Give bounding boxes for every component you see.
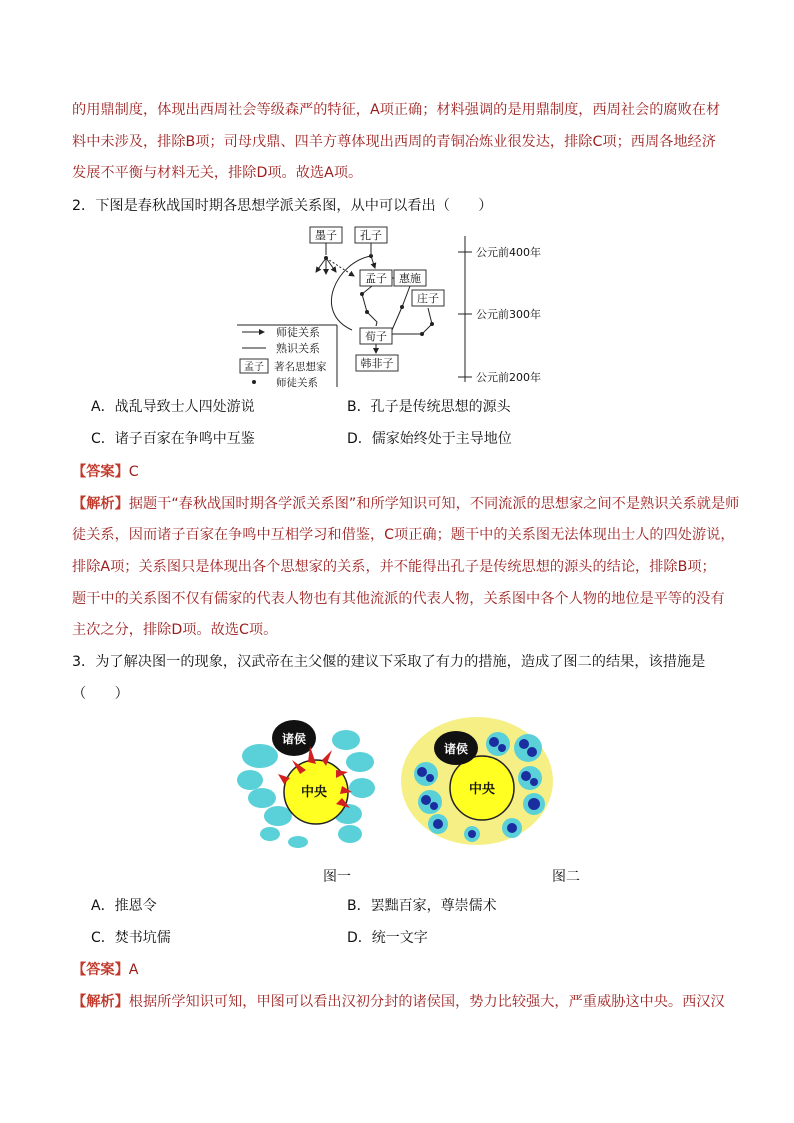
q2-analysis-line-1: 【解析】据题干“春秋战国时期各学派关系图”和所学知识可知，不同流派的思想家之间不是熟识关系就是师 <box>72 496 740 512</box>
figure-2-caption: 图二 <box>552 869 580 885</box>
timeline-200bc: 公元前200年 <box>476 371 541 384</box>
legend-acquaint-label: 熟识关系 <box>276 342 320 355</box>
mozi-label: 墨子 <box>315 229 337 242</box>
q3-stem-line-1: 3．为了解决图一的现象，汉武帝在主父偃的建议下采取了有力的措施，造成了图二的结果，该措施是 <box>72 654 706 670</box>
figure-2-diagram <box>400 716 555 846</box>
q2-answer-tag: 【答案】 <box>72 464 129 480</box>
timeline-400bc: 公元前400年 <box>476 246 541 259</box>
q3-answer-value: A <box>128 962 139 978</box>
q2-option-c: C．诸子百家在争鸣中互鉴 <box>91 431 255 447</box>
q2-stem: 2．下图是春秋战国时期各思想学派关系图，从中可以看出（ ） <box>72 198 493 214</box>
q2-option-a: A．战乱导致士人四处游说 <box>91 399 255 415</box>
q2-answer-value: C <box>128 464 139 480</box>
xunzi-label: 荀子 <box>365 330 387 343</box>
legend-famous-box-text: 孟子 <box>244 362 264 373</box>
figure-1-diagram <box>236 716 376 850</box>
zhuangzi-label: 庄子 <box>417 292 439 305</box>
q2-analysis-line-2: 徒关系，因而诸子百家在争鸣中互相学习和借鉴，C项正确；题干中的关系图无法体现出士人的四处游说， <box>72 527 735 543</box>
prev-analysis-line-3: 发展不平衡与材料无关，排除D项。故选A项。 <box>72 165 363 181</box>
q2-analysis-line-3: 排除A项；关系图只是体现出各个思想家的关系，并不能得出孔子是传统思想的源头的结论，排除B项； <box>72 559 716 575</box>
q2-option-d: D．儒家始终处于主导地位 <box>347 431 512 447</box>
q3-stem-line-2: （ ） <box>72 686 129 702</box>
q2-answer <box>72 462 139 482</box>
q3-answer <box>72 960 138 980</box>
timeline-300bc: 公元前300年 <box>476 308 541 321</box>
q3-analysis-tag: 【解析】 <box>72 994 129 1010</box>
q3-option-b: B．罢黜百家，尊崇儒术 <box>347 898 497 914</box>
q3-answer-tag: 【答案】 <box>72 962 129 978</box>
prev-analysis-line-1: 的用鼎制度，体现出西周社会等级森严的特征，A项正确；材料强调的是用鼎制度，西周社会的腐败在材 <box>72 102 721 118</box>
q3-analysis-line-1: 【解析】根据所学知识可知，甲图可以看出汉初分封的诸侯国，势力比较强大，严重威胁这中央。西汉汉 <box>72 994 725 1010</box>
fig1-zhuhou-label: 诸侯 <box>281 732 307 746</box>
q3-option-c: C．焚书坑儒 <box>91 930 171 946</box>
fig1-center-label: 中央 <box>300 785 328 800</box>
legend-dot-label: 师徒关系 <box>276 377 318 389</box>
q2-analysis-line-4: 题干中的关系图不仅有儒家的代表人物也有其他流派的代表人物，关系图中各个人物的地位是平等的没有 <box>72 591 725 607</box>
q2-analysis-line-5: 主次之分，排除D项。故选C项。 <box>72 622 278 638</box>
q3-option-a: A．推恩令 <box>91 898 157 914</box>
figure-1-caption: 图一 <box>323 869 351 885</box>
fig2-center-label: 中央 <box>468 782 496 797</box>
prev-analysis-line-2: 料中未涉及，排除B项；司母戊鼎、四羊方尊体现出西周的青铜冶炼业很发达，排除C项；西周各地经济 <box>72 134 716 150</box>
huishi-label: 惠施 <box>399 272 421 285</box>
fig2-zhuhou-label: 诸侯 <box>443 742 469 756</box>
q2-analysis-tag: 【解析】 <box>72 496 129 512</box>
school-relationship-diagram <box>232 222 562 390</box>
legend-teacher-label: 师徒关系 <box>276 326 320 339</box>
kongzi-label: 孔子 <box>360 229 382 242</box>
legend-famous-label: 著名思想家 <box>274 361 327 373</box>
hanfeizi-label: 韩非子 <box>360 357 394 370</box>
mengzi-label: 孟子 <box>365 272 387 285</box>
q2-option-b: B．孔子是传统思想的源头 <box>347 399 511 415</box>
q3-option-d: D．统一文字 <box>347 930 428 946</box>
